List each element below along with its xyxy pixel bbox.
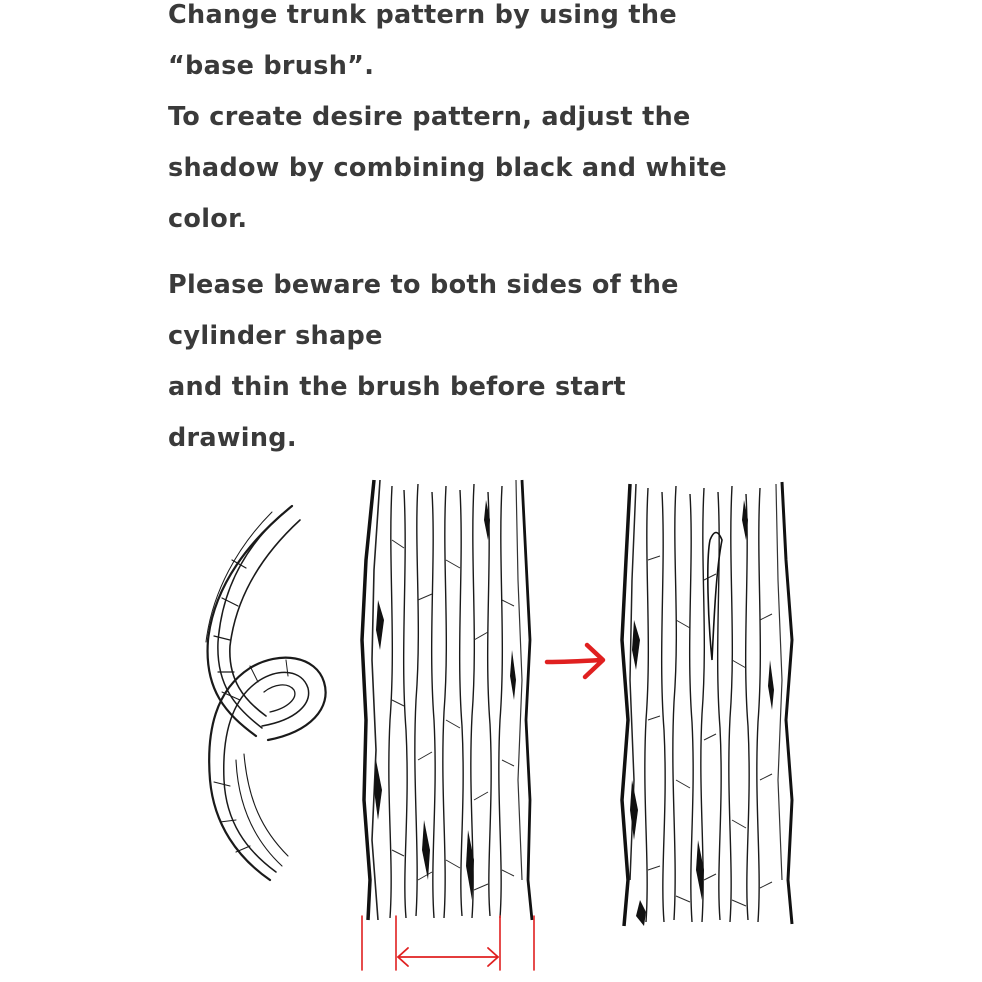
text-line: cylinder shape [168,321,383,351]
text-line: color. [168,204,248,234]
trunk-texture-before [362,480,532,920]
text-line: “base brush”. [168,51,375,81]
right-arrow-icon [547,645,603,677]
text-line: drawing. [168,423,297,453]
text-line: Please beware to both sides of the [168,270,679,300]
text-line: Change trunk pattern by using the [168,0,677,30]
text-line: and thin the brush before start [168,372,626,402]
curled-branch-sketch [206,506,326,880]
double-headed-arrow-icon [362,916,534,970]
text-line: shadow by combining black and white [168,153,727,183]
text-line: To create desire pattern, adjust the [168,102,691,132]
instruction-text [168,0,868,464]
trunk-illustration [0,470,982,982]
instruction-paragraph-1 [168,0,868,245]
instruction-paragraph-2 [168,260,868,464]
trunk-texture-after [622,482,792,928]
